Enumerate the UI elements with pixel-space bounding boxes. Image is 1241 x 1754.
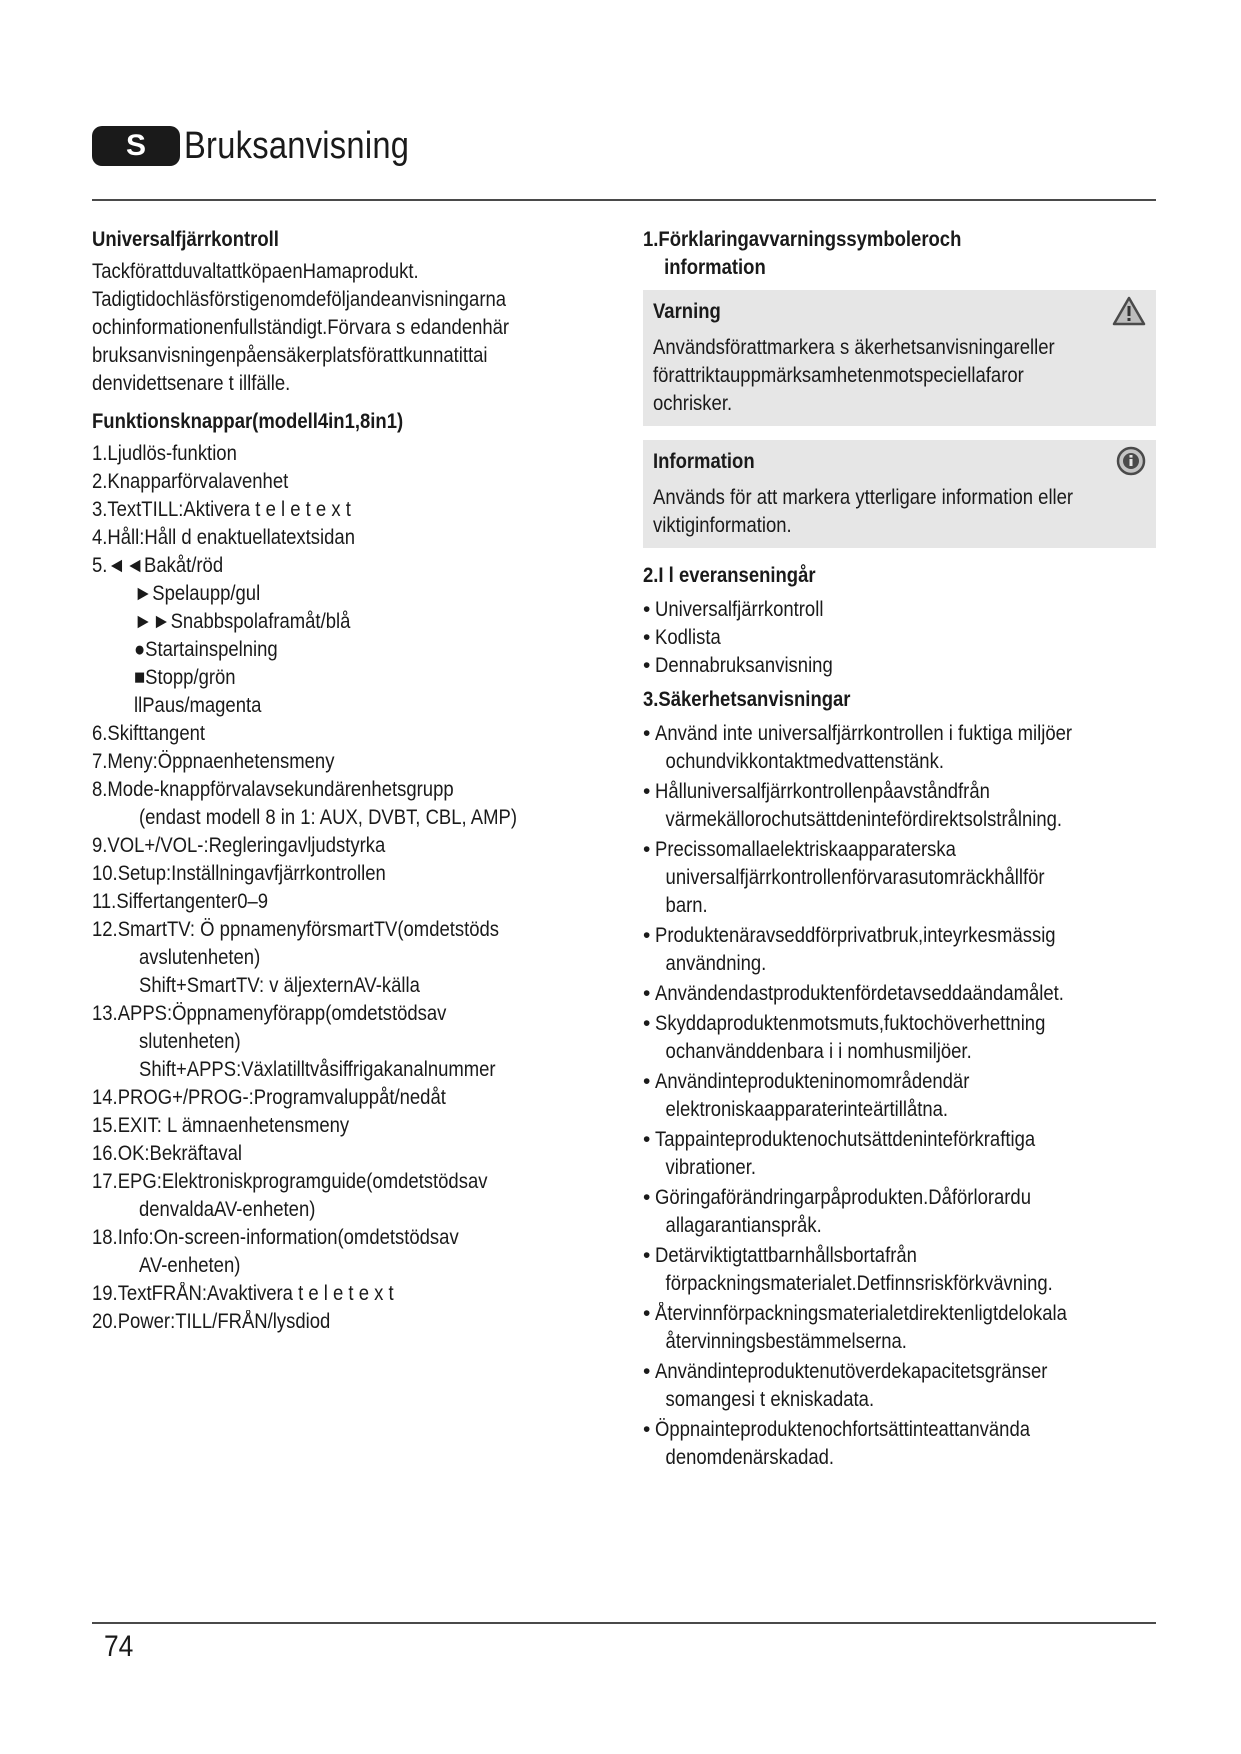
intro-paragraph [92, 258, 592, 398]
page-header [92, 118, 446, 174]
heading-safety-instructions: 3.Säkerhetsanvisningar [643, 688, 851, 711]
intro-line: Tadigtidochläsförstigenomdeföljandeanvisningarna [92, 288, 507, 311]
list-item: • Universalfjärrkontroll [643, 598, 824, 621]
language-badge: S [92, 126, 180, 166]
right-column [643, 226, 1156, 1474]
safety-item: • Användinteprodukteninomområdendär elektroniskaapparaterinteärtillåtna. [643, 1070, 970, 1121]
function-item: 19.TextFRÅN:Avaktivera t e l e t e x t [92, 1282, 394, 1305]
list-item: • Dennabruksanvisning [643, 654, 833, 677]
function-item: 17.EPG:Elektroniskprogramguide(omdetstödsav [92, 1170, 488, 1193]
document-title: Bruksanvisning [184, 124, 410, 167]
intro-line: ochinformationenfullständigt.Förvara s edandenhär [92, 316, 510, 339]
function-item: denvaldaAV-enheten) [139, 1198, 316, 1221]
function-item: llPaus/magenta [134, 694, 262, 717]
function-item: 5.◄◄Bakåt/röd [92, 554, 224, 577]
safety-instructions-list [643, 720, 1156, 1472]
function-item: ►Spelaupp/gul [134, 582, 261, 605]
function-item: 2.Knapparförvalavenhet [92, 470, 289, 493]
intro-line: denvidettsenare t illfälle. [92, 372, 291, 395]
function-item: 4.Håll:Håll d enaktuellatextsidan [92, 526, 355, 549]
safety-item: • Öppnainteproduktenochfortsättinteattanvända denomdenärskadad. [643, 1418, 1031, 1469]
function-item: (endast modell 8 in 1: AUX, DVBT, CBL, AMP) [139, 806, 517, 829]
info-circle-icon [1116, 446, 1146, 484]
information-line: viktiginformation. [653, 514, 792, 537]
function-item: 13.APPS:Öppnamenyförapp(omdetstödsav [92, 1002, 447, 1025]
heading-symbol-explanation: 1.Förklaringavvarningssymboleroch information [643, 228, 962, 279]
function-item: 7.Meny:Öppnaenhetensmeny [92, 750, 335, 773]
heading-universal-remote: Universalfjärrkontroll [92, 228, 279, 251]
function-item: Shift+APPS:Växlatilltvåsiffrigakanalnummer [139, 1058, 496, 1081]
warning-triangle-icon [1112, 296, 1146, 334]
intro-line: TackförattduvaltattköpaenHamaprodukt. [92, 260, 419, 283]
heading-package-contents: 2.I l everanseningår [643, 564, 816, 587]
list-item: • Kodlista [643, 626, 721, 649]
warning-line: Användsförattmarkera s äkerhetsanvisningareller [653, 336, 1055, 359]
function-item: Shift+SmartTV: v äljexternAV-källa [139, 974, 420, 997]
warning-line: ochrisker. [653, 392, 733, 415]
safety-item: • Tappainteproduktenochutsättdeninteförkraftiga vibrationer. [643, 1128, 1036, 1179]
page-number: 74 [104, 1630, 134, 1663]
function-item: 3.TextTILL:Aktivera t e l e t e x t [92, 498, 351, 521]
warning-line: förattriktauppmärksamhetenmotspeciellafaror [653, 364, 1024, 387]
intro-line: bruksanvisningenpåensäkerplatsförattkunnatittai [92, 344, 488, 367]
safety-item: • Detärviktigtattbarnhållsbortafrån förpackningsmaterialet.Detfinnsriskförkvävning. [643, 1244, 1053, 1295]
function-item: 18.Info:On-screen-information(omdetstödsav [92, 1226, 459, 1249]
function-item: 16.OK:Bekräftaval [92, 1142, 242, 1165]
function-item: 12.SmartTV: Ö ppnamenyförsmartTV(omdetstöds [92, 918, 500, 941]
safety-item: • Produktenäravseddförprivatbruk,inteyrkesmässig användning. [643, 924, 1056, 975]
safety-item: • Användendastproduktenfördetavseddaändamålet. [643, 982, 1064, 1005]
function-button-list [92, 440, 592, 1336]
function-item: ■Stopp/grön [134, 666, 236, 689]
left-column [92, 226, 592, 1336]
header-rule [92, 199, 1156, 201]
function-item: 11.Siffertangenter0–9 [92, 890, 269, 913]
function-item: avslutenheten) [139, 946, 261, 969]
function-item: 6.Skifttangent [92, 722, 206, 745]
function-item: 8.Mode-knappförvalavsekundärenhetsgrupp [92, 778, 454, 801]
function-item: 10.Setup:Inställningavfjärrkontrollen [92, 862, 386, 885]
function-item: 1.Ljudlös-funktion [92, 442, 237, 465]
package-contents-list [643, 596, 1156, 680]
function-item: AV-enheten) [139, 1254, 241, 1277]
information-line: Används för att markera ytterligare information eller [653, 486, 1074, 509]
footer-rule [92, 1622, 1156, 1624]
function-item: 9.VOL+/VOL-:Regleringavljudstyrka [92, 834, 386, 857]
function-item: 14.PROG+/PROG-:Programvaluppåt/nedåt [92, 1086, 446, 1109]
warning-box [643, 290, 1156, 426]
safety-item: • Återvinnförpackningsmaterialetdirektenligtdelokala återvinningsbestämmelserna. [643, 1302, 1067, 1353]
safety-item: • Använd inte universalfjärrkontrollen i fuktiga miljöer ochundvikkontaktmedvattenstänk. [643, 722, 1073, 773]
safety-item: • Precissomallaelektriskaapparaterska universalfjärrkontrollenförvarasutomräckhållför barn. [643, 838, 1045, 917]
function-item: 20.Power:TILL/FRÅN/lysdiod [92, 1310, 331, 1333]
safety-item: • Göringaförändringarpåprodukten.Dåförlorardu allagarantianspråk. [643, 1186, 1031, 1237]
information-title: Information [653, 450, 755, 473]
heading-function-buttons: Funktionsknappar(modell4in1,8in1) [92, 410, 404, 433]
function-item: slutenheten) [139, 1030, 241, 1053]
safety-item: • Användinteproduktenutöverdekapacitetsgränser somangesi t ekniskadata. [643, 1360, 1048, 1411]
safety-item: • Skyddaproduktenmotsmuts,fuktochöverhettning ochanvänddenbara i i nomhusmiljöer. [643, 1012, 1046, 1063]
warning-title: Varning [653, 300, 721, 323]
function-item: ►►Snabbspolaframåt/blå [134, 610, 351, 633]
function-item: ●Startainspelning [134, 638, 278, 661]
safety-item: • Hålluniversalfjärrkontrollenpåavståndfrån värmekällorochutsättdenintefördirektsolstrålning. [643, 780, 1063, 831]
function-item: 15.EXIT: L ämnaenhetensmeny [92, 1114, 350, 1137]
information-box [643, 440, 1156, 548]
